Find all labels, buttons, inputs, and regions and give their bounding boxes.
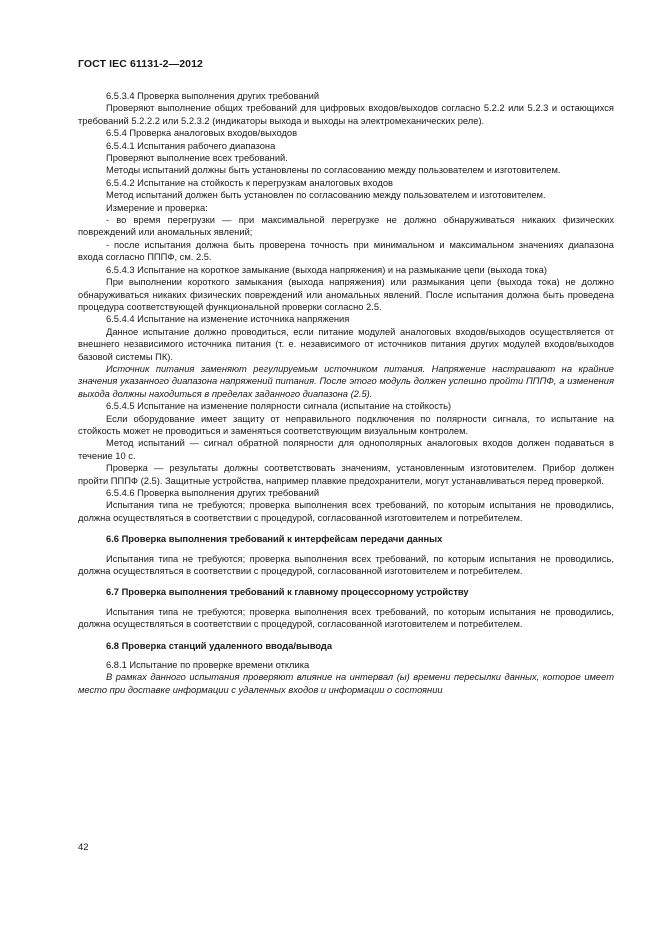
paragraph: Проверка — результаты должны соответствовать значениям, установленным изготовителем. Прибор должен пройти ПППФ (2.5). Защитные устройства, например плавкие предохранители, могут устанавливаться перед проверкой. [78,463,614,486]
paragraph: Методы испытаний должны быть установлены по согласованию между пользователем и изготовителем. [106,165,561,176]
paragraph: Метод испытаний должен быть установлен по согласованию между пользователем и изготовителем. [106,190,546,201]
page-number: 42 [78,842,89,853]
section-6-7-heading: 6.7 Проверка выполнения требований к главному процессорному устройству [106,587,469,598]
paragraph: При выполнении короткого замыкания (выхода напряжения) или размыкания цепи (выхода тока) не должно обнаруживаться никаких физических повреждений или аномальных явлений. После испытания должна быть проведена процедура соответствующей функциональной проверки согласно 2.5. [78,277,614,312]
clause-6-5-4-3-heading: 6.5.4.3 Испытание на короткое замыкание (выхода напряжения) и на размыкание цепи (выхода тока) [106,264,547,275]
paragraph: Метод испытаний — сигнал обратной полярности для однополярных аналоговых входов должен подаваться в течение 10 с. [78,438,614,461]
clause-6-5-4-4-heading: 6.5.4.4 Испытание на изменение источника напряжения [106,314,350,325]
paragraph: Если оборудование имеет защиту от неправильного подключения по полярности сигнала, то испытание на стойкость может не проводиться и заменяться соответствующим визуальным контролем. [78,413,614,436]
paragraph: Проверяют выполнение общих требований для цифровых входов/выходов согласно 5.2.2 или 5.2.3 и остающихся требований 5.2.2.2 или 5.2.3.2 (индикаторы выхода и выходы на электромеханических реле). [78,103,614,126]
clause-6-5-4-2-heading: 6.5.4.2 Испытание на стойкость к перегрузкам аналоговых входов [106,177,393,188]
italic-paragraph: Источник питания заменяют регулируемым источником питания. Напряжение настраивают на крайние значения указанного диапазона напряжений питания. После этого модуль должен успешно пройти ПППФ, а изменения выхода должны находиться в пределах заданного диапазона (2.5). [78,363,614,399]
list-item: - во время перегрузки — при максимальной перегрузке не должно обнаруживаться никаких физических повреждений или аномальных явлений; [78,215,614,238]
italic-paragraph: В рамках данного испытания проверяют влияние на интервал (ы) времени пересылки данных, которое имеет место при доставке информации с удаленных входов и информации о состоянии [78,672,614,695]
clause-6-5-4-1-heading: 6.5.4.1 Испытания рабочего диапазона [106,140,276,151]
clause-6-5-3-4-heading: 6.5.3.4 Проверка выполнения других требований [106,91,320,101]
paragraph: Данное испытание должно проводиться, если питание модулей аналоговых входов/выходов осуществляется от внешнего независимого источника питания (т. е. независимого от источников питания других модулей входов/выходов базовой системы ПК). [78,326,614,362]
list-item: - после испытания должна быть проверена точность при минимальном и максимальном значениях диапазона входа согласно ПППФ, см. 2.5. [78,239,614,263]
paragraph: Проверяют выполнение всех требований. [106,153,288,164]
section-6-8-heading: 6.8 Проверка станций удаленного ввода/вывода [106,640,333,651]
clause-6-5-4-6-heading: 6.5.4.6 Проверка выполнения других требований [106,488,320,498]
paragraph: Измерение и проверка: [106,202,208,213]
standard-header: ГОСТ IEC 61131-2—2012 [78,58,203,70]
clause-6-5-4-heading: 6.5.4 Проверка аналоговых входов/выходов [106,128,298,139]
page-body [78,90,614,696]
paragraph: Испытания типа не требуются; проверка выполнения всех требований, по которым испытания не проводились, должна осуществляться в соответствии с процедурой, согласованной изготовителем и потребителем. [78,500,614,523]
clause-6-8-1-heading: 6.8.1 Испытание по проверке времени отклика [106,660,310,671]
clause-6-5-4-5-heading: 6.5.4.5 Испытание на изменение полярности сигнала (испытание на стойкость) [106,401,452,412]
paragraph: Испытания типа не требуются; проверка выполнения всех требований, по которым испытания не проводились, должна осуществляться в соответствии с процедурой, согласованной изготовителем и потребителем. [78,553,614,577]
paragraph: Испытания типа не требуются; проверка выполнения всех требований, по которым испытания не проводились, должна осуществляться в соответствии с процедурой, согласованной изготовителем и потребителем. [78,606,614,630]
section-6-6-heading: 6.6 Проверка выполнения требований к интерфейсам передачи данных [106,534,443,545]
